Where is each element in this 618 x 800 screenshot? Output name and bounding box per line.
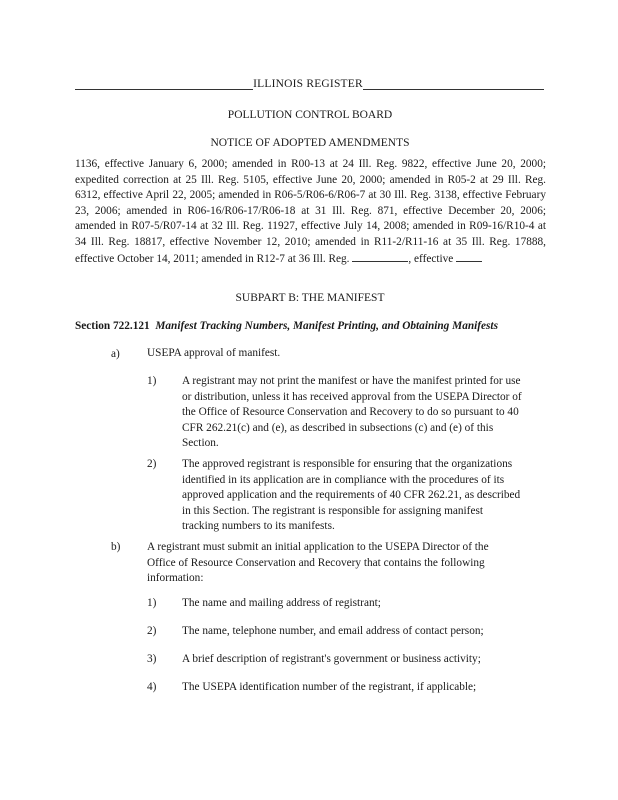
notice-heading: NOTICE OF ADOPTED AMENDMENTS (210, 137, 410, 149)
item-a1-text: A registrant may not print the manifest or have the manifest printed for use or distribution, unless it has received approval from the USEPA Director of the Office of Resource Conservation and Recovery to do so pursuant to 40 CFR 262.21(c) and (e), as described in subsections (c) and (e) of this Section. (182, 375, 522, 450)
item-b2-text: The name, telephone number, and email address of contact person; (182, 625, 484, 637)
item-b-label: b) (111, 541, 121, 553)
section-number: Section 722.121 (75, 320, 150, 332)
header-rule-left (75, 89, 253, 90)
blank-line-2 (456, 251, 482, 262)
item-a-label: a) (111, 348, 120, 360)
section-title: Manifest Tracking Numbers, Manifest Printing, and Obtaining Manifests (155, 320, 498, 332)
item-a-text: USEPA approval of manifest. (147, 347, 281, 359)
section-heading (75, 320, 555, 332)
item-b2-label: 2) (147, 625, 157, 637)
subpart-heading: SUBPART B: THE MANIFEST (235, 292, 385, 304)
item-b1-text: The name and mailing address of registrant; (182, 597, 381, 609)
header-rule-right (363, 89, 544, 90)
item-a2-label: 2) (147, 458, 157, 470)
item-a1-label: 1) (147, 375, 157, 387)
history-paragraph (75, 157, 546, 267)
item-b-text: A registrant must submit an initial application to the USEPA Director of the Office of Resource Conservation and Recovery that contains the following information: (147, 541, 489, 585)
history-text: 1136, effective January 6, 2000; amended in R00-13 at 24 Ill. Reg. 9822, effective June 20, 2000; expedited correction at 25 Ill. Reg. 5105, effective June 20, 2000; amended in R05-2 at 29 Ill. Reg. 6312, effective April 22, 2005; amended in R06-5/R06-6/R06-7 at 30 Ill. Reg. 3138, effective February 23, 2006; amended in R06-16/R06-17/R06-18 at 31 Ill. Reg. 871, effective December 20, 2006; amended in R07-5/R07-14 at 32 Ill. Reg. 11927, effective July 14, 2008; amended in R09-16/R10-4 at 34 Ill. Reg. 18817, effective November 12, 2010; amended in R11-2/R11-16 at 35 Ill. Reg. 17888, effective October 14, 2011; amended in R12-7 at 36 Ill. Reg. (75, 158, 546, 265)
item-b1-label: 1) (147, 597, 157, 609)
blank-line (352, 251, 408, 262)
agency-heading: POLLUTION CONTROL BOARD (227, 109, 393, 121)
history-effective: , effective (408, 252, 454, 265)
item-b3-label: 3) (147, 653, 157, 665)
register-title: ILLINOIS REGISTER (253, 78, 363, 90)
item-a2-text: The approved registrant is responsible for ensuring that the organizations identified in its application are in compliance with the procedures of its approved application and the requirements of 40 CFR 262.21, as described in this Section. The registrant is responsible for assigning manifest tracking numbers to its manifests. (182, 458, 521, 533)
item-b4-text: The USEPA identification number of the registrant, if applicable; (182, 681, 477, 693)
item-b4-label: 4) (147, 681, 157, 693)
item-b3-text: A brief description of registrant's government or business activity; (182, 653, 481, 665)
